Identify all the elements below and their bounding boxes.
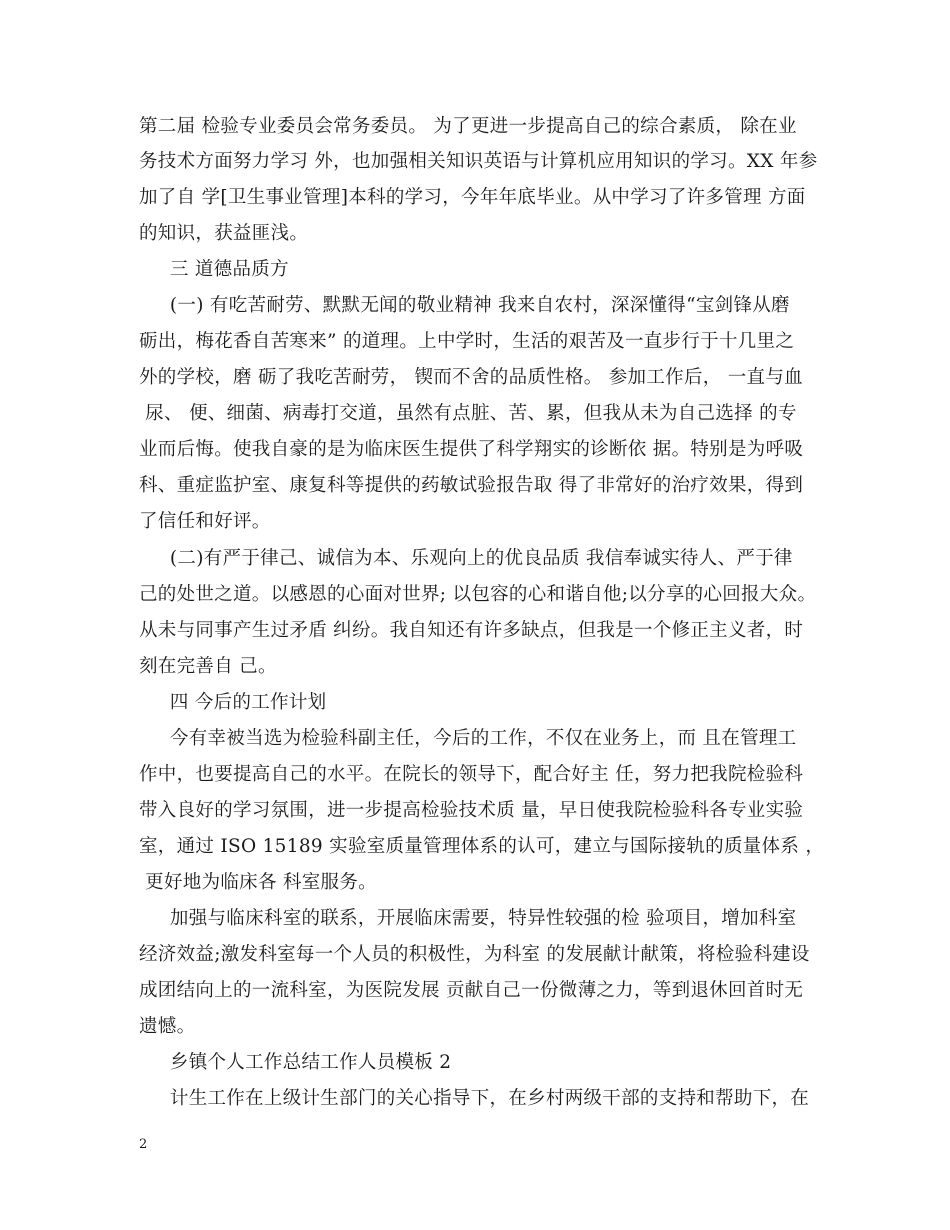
text-line: 更好地为临床各 科室服务。 (139, 872, 377, 893)
text-line: 尿、 便、细菌、病毒打交道，虽然有点脏、苦、累，但我从未为自己选择 的专 (139, 403, 797, 424)
section-heading: 乡镇个人工作总结工作人员模板 2 (139, 1052, 452, 1073)
text-line: 从未与同事产生过矛盾 纠纷。我自知还有许多缺点，但我是一个修正主义者，时 (139, 620, 804, 641)
text-line: 计生工作在上级计生部门的关心指导下，在乡村两级干部的支持和帮助下，在 (139, 1088, 810, 1109)
text-line: 刻在完善自 己。 (139, 656, 277, 677)
text-line: 成团结向上的一流科室，为医院发展 贡献自己一份微薄之力，等到退休回首时无 (139, 980, 804, 1001)
text-line: 了信任和好评。 (139, 511, 271, 532)
section-heading: 三 道德品质方 (139, 259, 289, 280)
text-line: 砺出，梅花香自苦寒来” 的道理。上中学时，生活的艰苦及一直步行于十几里之 (139, 331, 795, 352)
text-line: 己的处世之道。以感恩的心面对世界; 以包容的心和谐自他;以分享的心回报大众。 (139, 584, 817, 605)
text-line: 带入良好的学习氛围，进一步提高检验技术质 量，早日使我院检验科各专业实验 (139, 800, 804, 821)
text-line: 业而后悔。使我自豪的是为临床医生提供了科学翔实的诊断依 据。特别是为呼吸 (139, 439, 804, 460)
text-line: (二)有严于律己、诚信为本、乐观向上的优良品质 我信奉诚实待人、严于律 (139, 548, 793, 569)
text-line: 科、重症监护室、康复科等提供的药敏试验报告取 得了非常好的治疗效果，得到 (139, 475, 804, 496)
page-number: 2 (139, 1137, 148, 1152)
text-line: 经济效益;激发科室每一个人员的积极性，为科室 的发展献计献策，将检验科建设 (139, 944, 810, 965)
text-line: 作中，也要提高自己的水平。在院长的领导下，配合好主 任，努力把我院检验科 (139, 764, 804, 785)
section-heading: 四 今后的工作计划 (139, 692, 327, 713)
text-line: 室，通过 ISO 15189 实验室质量管理体系的认可，建立与国际接轨的质量体系 ， (139, 836, 825, 857)
text-line: (一) 有吃苦耐劳、默默无闻的敬业精神 我来自农村，深深懂得“宝剑锋从磨 (139, 295, 790, 316)
text-line: 今有幸被当选为检验科副主任，今后的工作，不仅在业务上，而 且在管理工 (139, 728, 797, 749)
text-line: 加强与临床科室的联系，开展临床需要，特异性较强的检 验项目，增加科室 (139, 908, 797, 929)
text-line: 务技术方面努力学习 外，也加强相关知识英语与计算机应用知识的学习。XX 年参 (139, 151, 818, 172)
text-line: 加了自 学[卫生事业管理]本科的学习，今年年底毕业。从中学习了许多管理 方面 (139, 187, 806, 208)
text-line: 遗憾。 (139, 1016, 196, 1037)
text-line: 第二届 检验专业委员会常务委员。 为了更进一步提高自己的综合素质， 除在业 (139, 116, 797, 137)
text-line: 的知识，获益匪浅。 (139, 223, 309, 244)
text-line: 外的学校，磨 砺了我吃苦耐劳， 锲而不舍的品质性格。 参加工作后， 一直与血 (139, 367, 803, 388)
